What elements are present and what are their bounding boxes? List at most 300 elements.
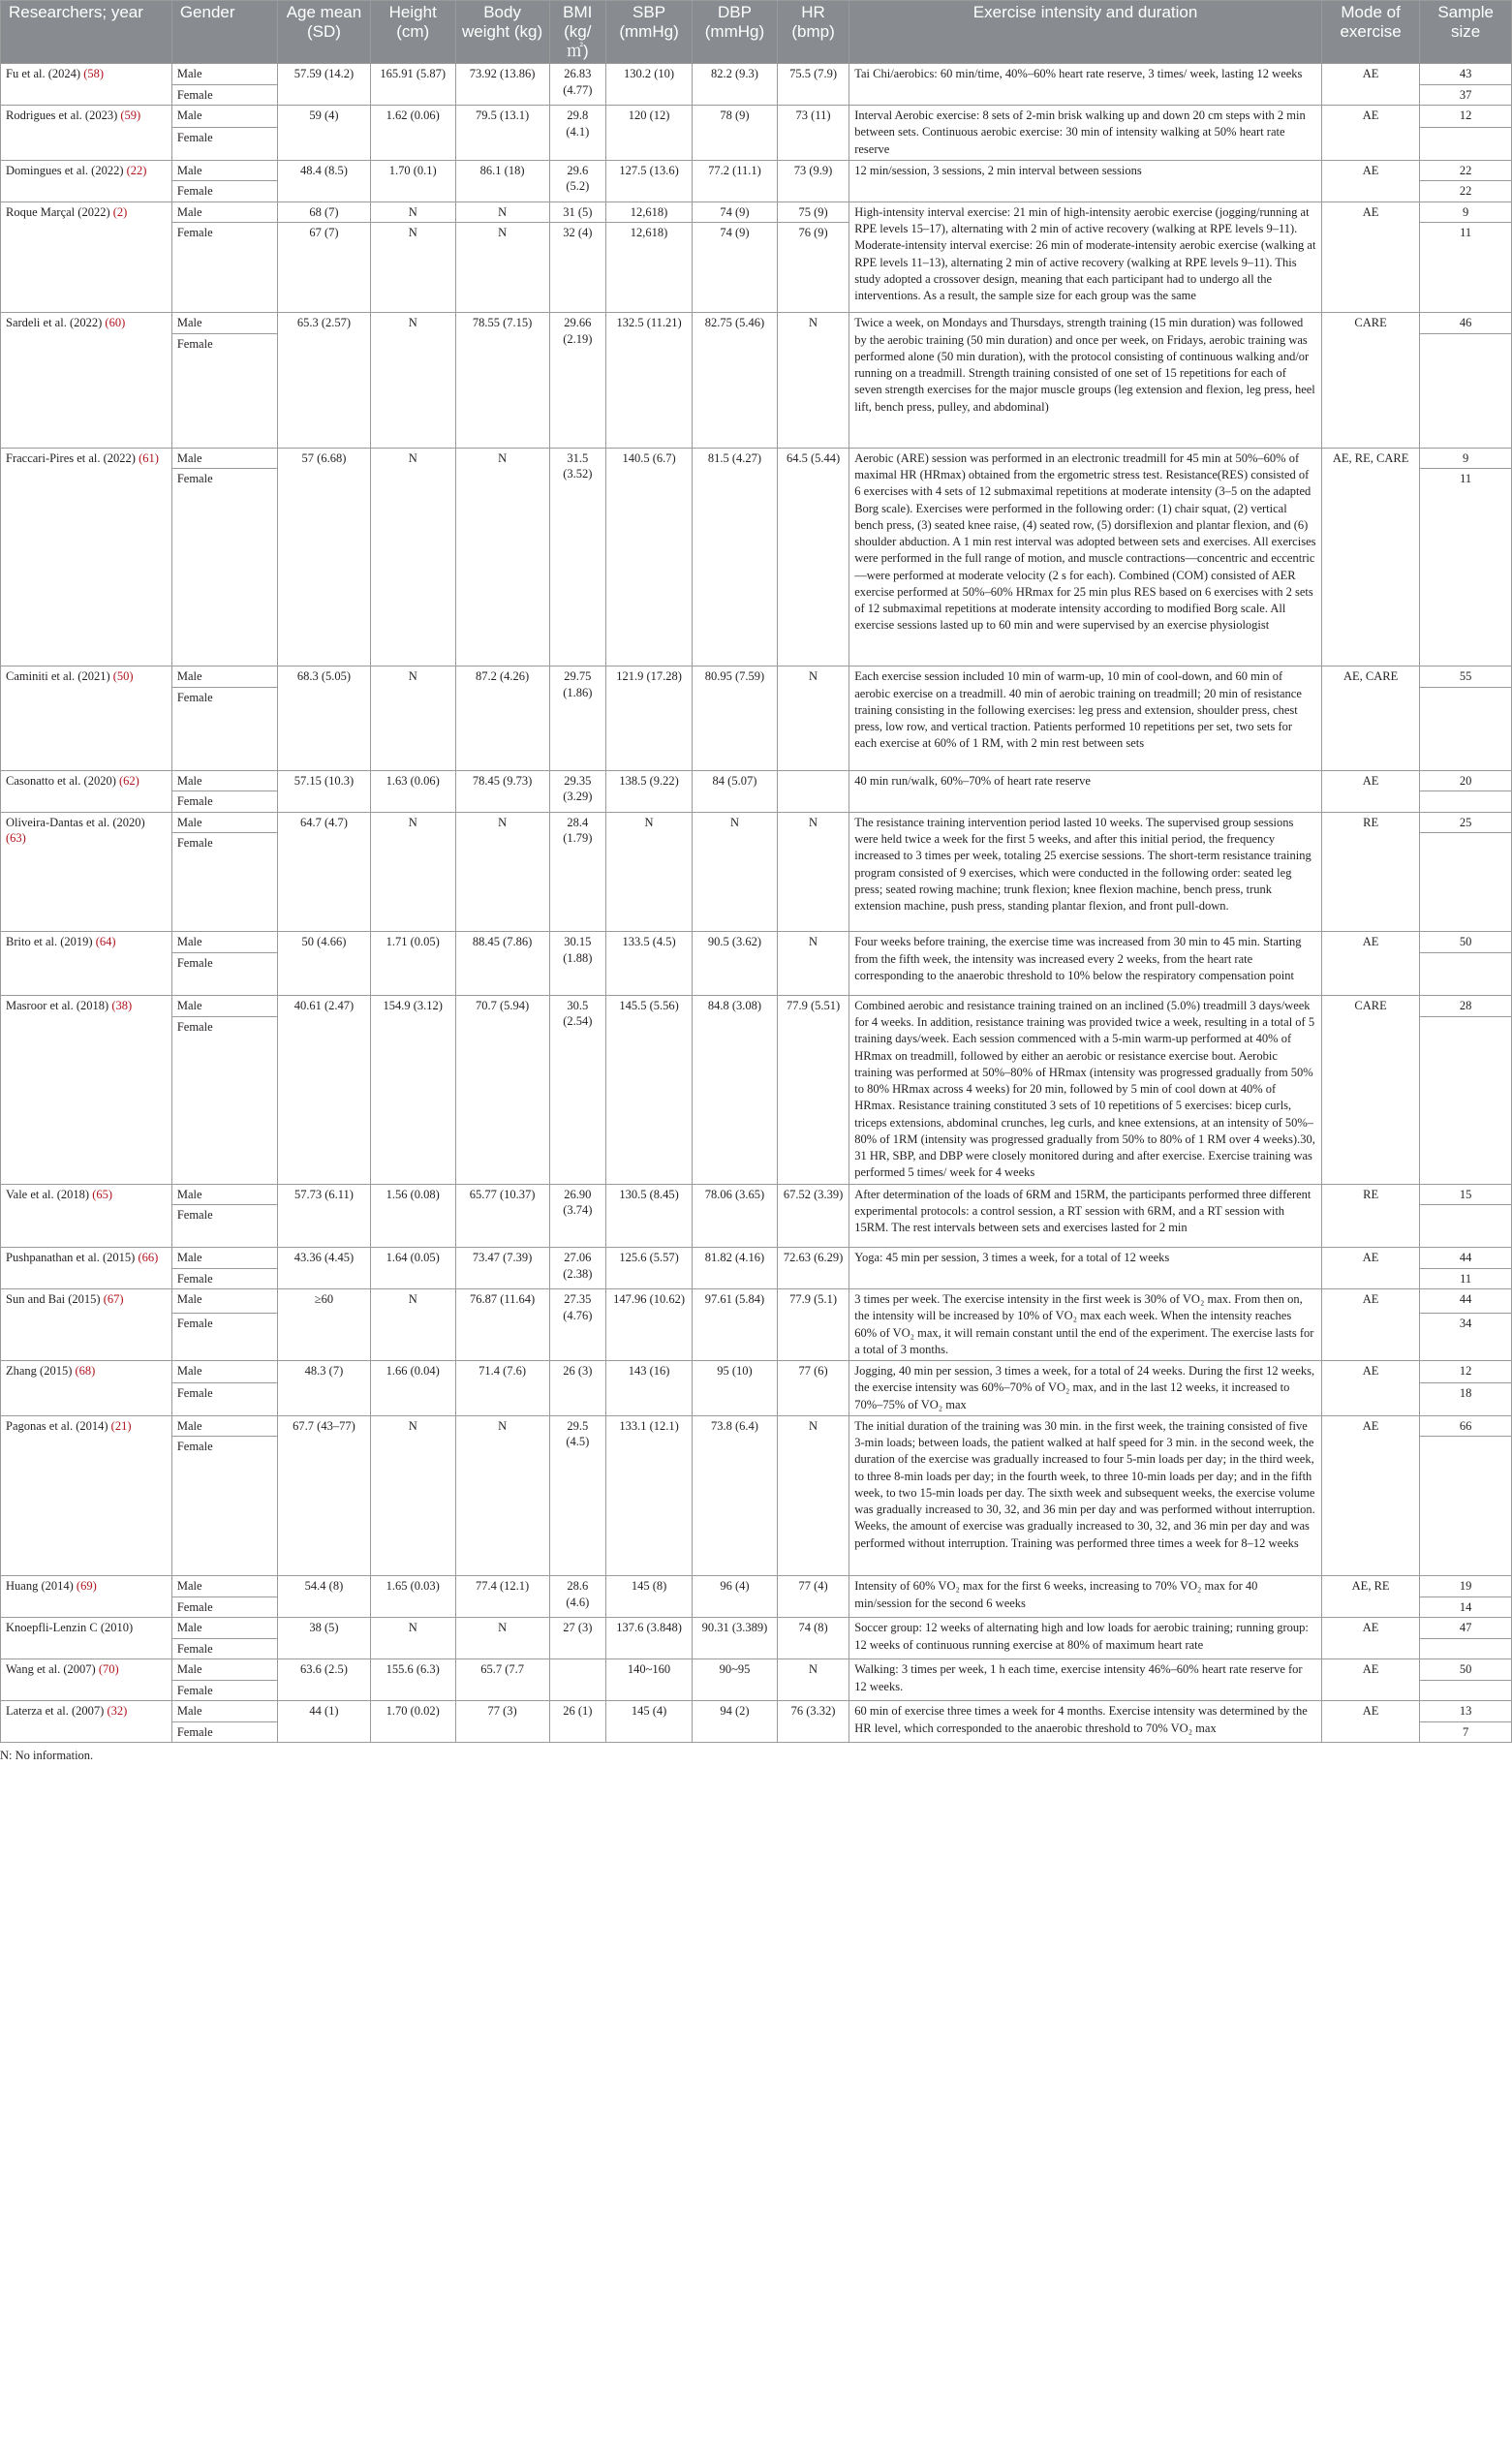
- sbp-cell: 130.5 (8.45): [606, 1184, 693, 1248]
- bmi-cell: 28.4 (1.79): [549, 812, 606, 932]
- gender-male: Male: [171, 666, 277, 688]
- researcher-name: Brito et al. (2019): [6, 935, 93, 949]
- height-cell: N: [370, 202, 455, 223]
- sbp-cell: 127.5 (13.6): [606, 160, 693, 202]
- gender-male: Male: [171, 1248, 277, 1269]
- reference-link[interactable]: (60): [105, 316, 126, 330]
- table-row: [1, 1659, 1512, 1681]
- sample-size-male: 12: [1420, 1361, 1512, 1382]
- bmi-cell-female: 32 (4): [549, 223, 606, 313]
- column-header: Gender: [171, 1, 277, 64]
- researcher-cell: [1, 1701, 172, 1743]
- gender-female: Female: [171, 687, 277, 770]
- reference-link[interactable]: (62): [119, 773, 139, 788]
- researcher-name: Fu et al. (2024): [6, 67, 81, 81]
- gender-male: Male: [171, 1289, 277, 1314]
- hr-cell: N: [777, 666, 849, 771]
- researcher-name: Pushpanathan et al. (2015): [6, 1251, 136, 1265]
- bmi-cell: 27.06 (2.38): [549, 1248, 606, 1289]
- mode-of-exercise: AE: [1321, 1248, 1419, 1289]
- sample-size-female: 14: [1420, 1596, 1512, 1618]
- sample-size-female: 11: [1420, 469, 1512, 666]
- researcher-name: Vale et al. (2018): [6, 1187, 90, 1201]
- sbp-cell: 145.5 (5.56): [606, 995, 693, 1184]
- sample-size-female: 18: [1420, 1382, 1512, 1415]
- gender-female: Female: [171, 181, 277, 202]
- gender-male: Male: [171, 1415, 277, 1437]
- researcher-cell: [1, 1659, 172, 1701]
- bmi-cell: 29.66 (2.19): [549, 313, 606, 449]
- sample-size-female: [1420, 833, 1512, 932]
- mode-of-exercise: AE: [1321, 770, 1419, 812]
- reference-link[interactable]: (32): [107, 1704, 128, 1719]
- weight-cell: 78.45 (9.73): [455, 770, 549, 812]
- sample-size-female: 11: [1420, 223, 1512, 313]
- mode-of-exercise: CARE: [1321, 995, 1419, 1184]
- researcher-cell: [1, 770, 172, 812]
- age-cell: 48.4 (8.5): [278, 160, 371, 202]
- hr-cell: 77 (4): [777, 1576, 849, 1618]
- mode-of-exercise: AE: [1321, 1618, 1419, 1659]
- gender-male: Male: [171, 932, 277, 953]
- sample-size-male: 9: [1420, 448, 1512, 469]
- column-header: Body weight (kg): [455, 1, 549, 64]
- mode-of-exercise: RE: [1321, 1184, 1419, 1248]
- table-row: [1, 995, 1512, 1016]
- mode-of-exercise: AE: [1321, 106, 1419, 161]
- exercise-description: Yoga: 45 min per session, 3 times a week, for a total of 12 weeks: [849, 1248, 1322, 1289]
- mode-of-exercise: CARE: [1321, 313, 1419, 449]
- age-cell-female: 67 (7): [278, 223, 371, 313]
- exercise-description: Twice a week, on Mondays and Thursdays, strength training (15 min duration) was followed by the aerobic training (50 min duration) and once per week, on Fridays, aerobic training was performed alone (50 min duration), with the protocol consisting of continuous walking and/or running on a treadmill. Strength training consisted of one set of 15 repetitions for each of seven strength exercises for the major muscle groups (leg extension and flexion, leg press, heel lift, bench press, pulley, and abdominal): [849, 313, 1322, 449]
- column-header: Sample size: [1420, 1, 1512, 64]
- sbp-cell: 140~160: [606, 1659, 693, 1701]
- sbp-cell: 125.6 (5.57): [606, 1248, 693, 1289]
- sample-size-female: [1420, 1638, 1512, 1659]
- hr-cell: N: [777, 812, 849, 932]
- age-cell: 54.4 (8): [278, 1576, 371, 1618]
- gender-female: Female: [171, 1596, 277, 1618]
- height-cell: N: [370, 1289, 455, 1361]
- sample-size-male: 66: [1420, 1415, 1512, 1437]
- exercise-description: Aerobic (ARE) session was performed in an electronic treadmill for 45 min at 50%–60% of maximal HR (HRmax) obtained from the ergometric stress test. Resistance(RES) consisted of 6 exercises with 4 sets of 12 submaximal repetitions at moderate intensity (3–5 on the adapted Borg scale). Exercises were performed in the following order: (1) chair squat, (2) vertical bench press, (3) seated knee raise, (4) seated row, (5) dorsiflexion and plantar flexion, and (6) shoulder abduction. A 1 min rest interval was adopted between sets and exercises. All exercises were performed in the full range of motion, and muscle contractions—concentric and eccentric—were performed at moderate velocity (2 s for each). Combined (COM) consisted of AER exercise performed at 50%–60% HRmax for 25 min plus RES based on 6 exercises with 2 sets of 12 submaximal repetitions at moderate intensity according to modified Borg scale. All exercise sessions lasted up to 60 min and were supervised by an exercise physiologist: [849, 448, 1322, 666]
- sbp-cell: 145 (8): [606, 1576, 693, 1618]
- age-cell: ≥60: [278, 1289, 371, 1361]
- exercise-description: Each exercise session included 10 min of warm-up, 10 min of cool-down, and 60 min of aerobic exercise on a treadmill. 40 min of aerobic training on treadmill; 20 min of resistance training consisting in the following exercises: leg press and extension, shoulder press, chest press, low row, and vertical traction. Patients performed 10 repetitions per set, two sets for each exercise at 60% of 1 RM, with 2 min rest between sets: [849, 666, 1322, 771]
- age-cell: 48.3 (7): [278, 1361, 371, 1416]
- weight-cell: N: [455, 812, 549, 932]
- sample-size-male: 44: [1420, 1289, 1512, 1314]
- sample-size-male: 55: [1420, 666, 1512, 688]
- age-cell: 38 (5): [278, 1618, 371, 1659]
- sbp-cell: 12,618): [606, 202, 693, 223]
- sample-size-female: 34: [1420, 1313, 1512, 1360]
- sample-size-male: 50: [1420, 932, 1512, 953]
- age-cell: 64.7 (4.7): [278, 812, 371, 932]
- researcher-name: Sardeli et al. (2022): [6, 316, 103, 330]
- reference-link[interactable]: (59): [120, 108, 141, 123]
- gender-female: Female: [171, 1680, 277, 1701]
- table-row: [1, 64, 1512, 85]
- researcher-name: Caminiti et al. (2021): [6, 669, 110, 684]
- hr-cell: 77.9 (5.1): [777, 1289, 849, 1361]
- weight-cell: N: [455, 1415, 549, 1576]
- hr-cell: N: [777, 932, 849, 996]
- mode-of-exercise: AE: [1321, 1415, 1419, 1576]
- dbp-cell: 73.8 (6.4): [693, 1415, 778, 1576]
- sample-size-female: 7: [1420, 1721, 1512, 1743]
- researcher-name: Domingues et al. (2022): [6, 163, 124, 177]
- sample-size-male: 22: [1420, 160, 1512, 181]
- age-cell: 57.73 (6.11): [278, 1184, 371, 1248]
- column-header: HR (bmp): [777, 1, 849, 64]
- mode-of-exercise: AE: [1321, 160, 1419, 202]
- gender-female: Female: [171, 1638, 277, 1659]
- table-row: [1, 1701, 1512, 1722]
- hr-cell: N: [777, 313, 849, 449]
- reference-link[interactable]: (22): [126, 163, 147, 177]
- age-cell: 57.15 (10.3): [278, 770, 371, 812]
- weight-cell: 79.5 (13.1): [455, 106, 549, 161]
- table-row: [1, 1248, 1512, 1269]
- table-row: [1, 666, 1512, 688]
- gender-female: Female: [171, 223, 277, 313]
- table-row: [1, 313, 1512, 334]
- table-row: [1, 932, 1512, 953]
- sbp-cell: 143 (16): [606, 1361, 693, 1416]
- sample-size-female: 22: [1420, 181, 1512, 202]
- sbp-cell-female: 12,618): [606, 223, 693, 313]
- researcher-name: Huang (2014): [6, 1579, 74, 1594]
- column-header: Exercise intensity and duration: [849, 1, 1322, 64]
- dbp-cell-female: 74 (9): [693, 223, 778, 313]
- researcher-name: Laterza et al. (2007): [6, 1704, 105, 1719]
- table-row: [1, 812, 1512, 833]
- researcher-name: Pagonas et al. (2014): [6, 1418, 108, 1433]
- height-cell: 1.66 (0.04): [370, 1361, 455, 1416]
- sample-size-male: 44: [1420, 1248, 1512, 1269]
- exercise-description: After determination of the loads of 6RM and 15RM, the participants performed three different experimental protocols: a control session, a RT session with 6RM, and a RT session with 15RM. The rest intervals between sets and exercises lasted for 2 min: [849, 1184, 1322, 1248]
- sample-size-female: [1420, 1437, 1512, 1576]
- sample-size-male: 25: [1420, 812, 1512, 833]
- bmi-cell: 26 (3): [549, 1361, 606, 1416]
- height-cell: N: [370, 313, 455, 449]
- sample-size-female: [1420, 1680, 1512, 1701]
- reference-link[interactable]: (50): [112, 669, 134, 684]
- hr-cell: 77.9 (5.51): [777, 995, 849, 1184]
- dbp-cell: 90~95: [693, 1659, 778, 1701]
- researcher-cell: [1, 812, 172, 932]
- dbp-cell: 77.2 (11.1): [693, 160, 778, 202]
- sample-size-male: 28: [1420, 995, 1512, 1016]
- dbp-cell: 81.5 (4.27): [693, 448, 778, 666]
- researcher-cell: [1, 995, 172, 1184]
- exercise-description: 3 times per week. The exercise intensity in the first week is 30% of VO₂ max. From then on, the intensity will be increased by 10% of VO₂ max each week. When the intensity reaches 60% of VO₂ max, it will remain constant until the end of the experiment. The exercise lasts for a total of 3 months.: [849, 1289, 1322, 1361]
- sample-size-female: [1420, 1205, 1512, 1248]
- weight-cell: 73.47 (7.39): [455, 1248, 549, 1289]
- gender-female: Female: [171, 1313, 277, 1360]
- researcher-name: Masroor et al. (2018): [6, 998, 109, 1012]
- gender-male: Male: [171, 812, 277, 833]
- researcher-cell: [1, 1618, 172, 1659]
- bmi-cell: 30.15 (1.88): [549, 932, 606, 996]
- sbp-cell: 145 (4): [606, 1701, 693, 1743]
- bmi-cell: 30.5 (2.54): [549, 995, 606, 1184]
- weight-cell: 87.2 (4.26): [455, 666, 549, 771]
- mode-of-exercise: AE: [1321, 1701, 1419, 1743]
- gender-female: Female: [171, 1017, 277, 1184]
- gender-male: Male: [171, 448, 277, 469]
- bmi-cell: [549, 1659, 606, 1701]
- dbp-cell: 84 (5.07): [693, 770, 778, 812]
- table-row: [1, 160, 1512, 181]
- sbp-cell: 130.2 (10): [606, 64, 693, 106]
- weight-cell: 78.55 (7.15): [455, 313, 549, 449]
- reference-link[interactable]: (65): [92, 1187, 113, 1201]
- gender-male: Male: [171, 202, 277, 223]
- dbp-cell: 97.61 (5.84): [693, 1289, 778, 1361]
- researcher-name: Rodrigues et al. (2023): [6, 108, 118, 123]
- weight-cell: 65.7 (7.7: [455, 1659, 549, 1701]
- column-header: Age mean (SD): [278, 1, 371, 64]
- height-cell: 1.71 (0.05): [370, 932, 455, 996]
- sample-size-male: 47: [1420, 1618, 1512, 1639]
- reference-link[interactable]: (2): [112, 204, 128, 219]
- weight-cell: N: [455, 1618, 549, 1659]
- mode-of-exercise: AE: [1321, 1289, 1419, 1361]
- mode-of-exercise: AE, RE: [1321, 1576, 1419, 1618]
- hr-cell: 72.63 (6.29): [777, 1248, 849, 1289]
- sample-size-male: 9: [1420, 202, 1512, 223]
- researcher-cell: [1, 64, 172, 106]
- age-cell: 63.6 (2.5): [278, 1659, 371, 1701]
- hr-cell: N: [777, 1659, 849, 1701]
- hr-cell: 67.52 (3.39): [777, 1184, 849, 1248]
- sbp-cell: 147.96 (10.62): [606, 1289, 693, 1361]
- table-header: [1, 1, 1512, 64]
- height-cell: N: [370, 666, 455, 771]
- sbp-cell: 133.5 (4.5): [606, 932, 693, 996]
- researcher-name: Casonatto et al. (2020): [6, 773, 116, 788]
- hr-cell: 77 (6): [777, 1361, 849, 1416]
- gender-male: Male: [171, 1701, 277, 1722]
- gender-female: Female: [171, 1721, 277, 1743]
- exercise-description: Soccer group: 12 weeks of alternating high and low loads for aerobic training; running group: 12 weeks of continuous running exercise at 80% of maximum heart rate: [849, 1618, 1322, 1659]
- sample-size-male: 50: [1420, 1659, 1512, 1681]
- weight-cell: 86.1 (18): [455, 160, 549, 202]
- exercise-description: High-intensity interval exercise: 21 min of high-intensity aerobic exercise (jogging/running at RPE levels 15–17), alternating with 2 min of active recovery (walking at RPE levels 9–11). Moderate-intensity interval exercise: 26 min of moderate-intensity aerobic exercise (walking at RPE levels 11–13), alternating 2 min of active recovery (walking at RPE levels 9–11). This study adopted a crossover design, meaning that each participant had to undergo all the interventions. As a result, the sample size for each group was the same: [849, 202, 1322, 313]
- exercise-description: The initial duration of the training was 30 min. in the first week, the training consisted of five 3-min loads; between loads, the patient walked at half speed for 3 min. in the second week, the duration of the exercise was gradually increased to four 5-min loads per day; in the third week, to three 8-min loads per day; in the fourth week, to three 10-min loads per day; and in the fifth week, to two 15-min loads per day. The sixth week and subsequent weeks, the exercise volume was gradually increased to 30, 32, and 36 min per day and was performed without interruption. Weeks, the amount of exercise was gradually increased to 30, 32, and 36 min per day and was performed without interruption. Training was performed three times a week for 8–12 weeks: [849, 1415, 1322, 1576]
- gender-female: Female: [171, 1268, 277, 1289]
- reference-link[interactable]: (70): [98, 1662, 119, 1677]
- hr-cell: 76 (3.32): [777, 1701, 849, 1743]
- mode-of-exercise: AE: [1321, 1659, 1419, 1701]
- exercise-description: Jogging, 40 min per session, 3 times a week, for a total of 24 weeks. During the first 12 weeks, the exercise intensity was 60%–70% of VO₂ max, and in the last 12 weeks, it increased to 70%–75% of VO₂ max: [849, 1361, 1322, 1416]
- mode-of-exercise: AE: [1321, 932, 1419, 996]
- sample-size-female: [1420, 952, 1512, 995]
- researcher-cell: [1, 1248, 172, 1289]
- age-cell: 43.36 (4.45): [278, 1248, 371, 1289]
- gender-female: Female: [171, 1437, 277, 1576]
- hr-cell: 64.5 (5.44): [777, 448, 849, 666]
- researcher-cell: [1, 1289, 172, 1361]
- bmi-cell: 26 (1): [549, 1701, 606, 1743]
- sample-size-female: [1420, 1017, 1512, 1184]
- researcher-cell: [1, 1361, 172, 1416]
- mode-of-exercise: AE: [1321, 202, 1419, 313]
- gender-female: Female: [171, 833, 277, 932]
- age-cell: 44 (1): [278, 1701, 371, 1743]
- height-cell: 1.65 (0.03): [370, 1576, 455, 1618]
- weight-cell-female: N: [455, 223, 549, 313]
- researcher-cell: [1, 1576, 172, 1618]
- sample-size-male: 12: [1420, 106, 1512, 127]
- weight-cell: 70.7 (5.94): [455, 995, 549, 1184]
- researcher-cell: [1, 1184, 172, 1248]
- sbp-cell: 132.5 (11.21): [606, 313, 693, 449]
- mode-of-exercise: AE, CARE: [1321, 666, 1419, 771]
- exercise-description: 40 min run/walk, 60%–70% of heart rate reserve: [849, 770, 1322, 812]
- height-cell: 1.62 (0.06): [370, 106, 455, 161]
- sbp-cell: 121.9 (17.28): [606, 666, 693, 771]
- mode-of-exercise: RE: [1321, 812, 1419, 932]
- sbp-cell: 120 (12): [606, 106, 693, 161]
- bmi-cell: 31 (5): [549, 202, 606, 223]
- reference-link[interactable]: (21): [110, 1418, 132, 1433]
- gender-female: Female: [171, 1382, 277, 1415]
- bmi-cell: 29.35 (3.29): [549, 770, 606, 812]
- hr-cell: 73 (11): [777, 106, 849, 161]
- exercise-description: Tai Chi/aerobics: 60 min/time, 40%–60% heart rate reserve, 3 times/ week, lasting 12 weeks: [849, 64, 1322, 106]
- exercise-description: Combined aerobic and resistance training trained on an inclined (5.0%) treadmill 3 days/week for 4 weeks. In addition, resistance training was provided twice a week, resulting in a total of 5 training days/week. Each session commenced with a 5-min warm-up performed at 40% of HRmax on treadmill, followed by either an aerobic or resistance exercise bout. Aerobic training was performed at 50%–80% of HRmax (intensity was progressed gradually from 50% to 80% HRmax across 4 weeks) for 20 min, followed by 5 min of cool down at 40% of HRmax. Resistance training constituted 3 sets of 10 repetitions of 5 exercises: bicep curls, triceps extensions, abdominal crunches, leg curls, and knee extensions, at an intensity of 50%–80% of 1RM (intensity was progressed gradually from 50% to 80% of 1 RM over 4 weeks).30, 31 HR, SBP, and DBP were closely monitored during and after exercise. Exercise training was performed 5 times/ week for 4 weeks: [849, 995, 1322, 1184]
- gender-male: Male: [171, 770, 277, 791]
- sample-size-male: 46: [1420, 313, 1512, 334]
- reference-link[interactable]: (66): [138, 1251, 159, 1265]
- sbp-cell: N: [606, 812, 693, 932]
- bmi-cell: 26.90 (3.74): [549, 1184, 606, 1248]
- researcher-cell: [1, 932, 172, 996]
- table-row: [1, 1415, 1512, 1437]
- gender-male: Male: [171, 1659, 277, 1681]
- age-cell: 57.59 (14.2): [278, 64, 371, 106]
- height-cell: 165.91 (5.87): [370, 64, 455, 106]
- reference-link[interactable]: (67): [103, 1292, 124, 1307]
- dbp-cell: 81.82 (4.16): [693, 1248, 778, 1289]
- researcher-name: Sun and Bai (2015): [6, 1292, 101, 1307]
- gender-male: Male: [171, 106, 277, 127]
- gender-female: Female: [171, 469, 277, 666]
- dbp-cell: 90.5 (3.62): [693, 932, 778, 996]
- gender-female: Female: [171, 1205, 277, 1248]
- height-cell: 155.6 (6.3): [370, 1659, 455, 1701]
- reference-link[interactable]: (68): [75, 1364, 96, 1379]
- weight-cell: 65.77 (10.37): [455, 1184, 549, 1248]
- mode-of-exercise: AE: [1321, 64, 1419, 106]
- bmi-cell: 26.83 (4.77): [549, 64, 606, 106]
- reference-link[interactable]: (64): [95, 935, 116, 949]
- column-header: Mode of exercise: [1321, 1, 1419, 64]
- weight-cell: 77 (3): [455, 1701, 549, 1743]
- gender-female: Female: [171, 84, 277, 106]
- height-cell: 1.63 (0.06): [370, 770, 455, 812]
- weight-cell: N: [455, 202, 549, 223]
- table-row: [1, 770, 1512, 791]
- age-cell: 59 (4): [278, 106, 371, 161]
- sample-size-female: [1420, 791, 1512, 813]
- dbp-cell: 95 (10): [693, 1361, 778, 1416]
- bmi-cell: 31.5 (3.52): [549, 448, 606, 666]
- sample-size-female: 37: [1420, 84, 1512, 106]
- sbp-cell: 133.1 (12.1): [606, 1415, 693, 1576]
- researcher-name: Oliveira-Dantas et al. (2020): [6, 815, 145, 829]
- exercise-description: Walking: 3 times per week, 1 h each time, exercise intensity 46%–60% heart rate reserve for 12 weeks.: [849, 1659, 1322, 1701]
- age-cell: 67.7 (43–77): [278, 1415, 371, 1576]
- gender-male: Male: [171, 1184, 277, 1205]
- dbp-cell: 78.06 (3.65): [693, 1184, 778, 1248]
- gender-female: Female: [171, 952, 277, 995]
- table-row: [1, 1289, 1512, 1314]
- dbp-cell: 94 (2): [693, 1701, 778, 1743]
- exercise-description: The resistance training intervention period lasted 10 weeks. The supervised group sessions were held twice a week for the first 5 weeks, and after this initial period, the frequency increased to 3 times per week, totaling 25 exercise sessions. The short-term resistance training program consisted of 9 exercises, which were conducted in the following order: seated leg press; seated rowing machine; trunk flexion; knee flexion machine, bench press, trunk extension machine, push press, standing plantar flexion, and front pull-down.: [849, 812, 1322, 932]
- hr-cell: 75 (9): [777, 202, 849, 223]
- sample-size-female: [1420, 127, 1512, 160]
- height-cell-female: N: [370, 223, 455, 313]
- bmi-cell: 29.6 (5.2): [549, 160, 606, 202]
- researcher-cell: [1, 1415, 172, 1576]
- researcher-cell: [1, 666, 172, 771]
- dbp-cell: N: [693, 812, 778, 932]
- sample-size-female: [1420, 333, 1512, 448]
- bmi-cell: 27 (3): [549, 1618, 606, 1659]
- bmi-cell: 28.6 (4.6): [549, 1576, 606, 1618]
- reference-link[interactable]: (58): [83, 67, 105, 81]
- column-header: Researchers; year: [1, 1, 172, 64]
- age-cell: 50 (4.66): [278, 932, 371, 996]
- researcher-cell: [1, 313, 172, 449]
- bmi-cell: 27.35 (4.76): [549, 1289, 606, 1361]
- reference-link[interactable]: (38): [111, 998, 133, 1012]
- gender-male: Male: [171, 995, 277, 1016]
- table-row: [1, 1576, 1512, 1597]
- sbp-cell: 137.6 (3.848): [606, 1618, 693, 1659]
- weight-cell: N: [455, 448, 549, 666]
- reference-link[interactable]: (69): [76, 1579, 97, 1594]
- exercise-description: 60 min of exercise three times a week for 4 months. Exercise intensity was determined by the HR level, which corresponded to the anaerobic threshold to 70% VO₂ max: [849, 1701, 1322, 1743]
- dbp-cell: 74 (9): [693, 202, 778, 223]
- table-body: [1, 64, 1512, 1743]
- hr-cell: 74 (8): [777, 1618, 849, 1659]
- sbp-cell: 138.5 (9.22): [606, 770, 693, 812]
- researcher-cell: [1, 160, 172, 202]
- weight-cell: 77.4 (12.1): [455, 1576, 549, 1618]
- hr-cell: N: [777, 1415, 849, 1576]
- exercise-description: 12 min/session, 3 sessions, 2 min interval between sessions: [849, 160, 1322, 202]
- reference-link[interactable]: (63): [6, 831, 26, 846]
- gender-female: Female: [171, 333, 277, 448]
- dbp-cell: 80.95 (7.59): [693, 666, 778, 771]
- gender-male: Male: [171, 1618, 277, 1639]
- reference-link[interactable]: (61): [139, 450, 159, 465]
- age-cell: 65.3 (2.57): [278, 313, 371, 449]
- bmi-cell: 29.5 (4.5): [549, 1415, 606, 1576]
- researcher-name: Fraccari-Pires et al. (2022): [6, 450, 136, 465]
- gender-male: Male: [171, 160, 277, 181]
- table-row: [1, 448, 1512, 469]
- gender-male: Male: [171, 313, 277, 334]
- table-row: [1, 1361, 1512, 1382]
- mode-of-exercise: AE: [1321, 1361, 1419, 1416]
- weight-cell: 71.4 (7.6): [455, 1361, 549, 1416]
